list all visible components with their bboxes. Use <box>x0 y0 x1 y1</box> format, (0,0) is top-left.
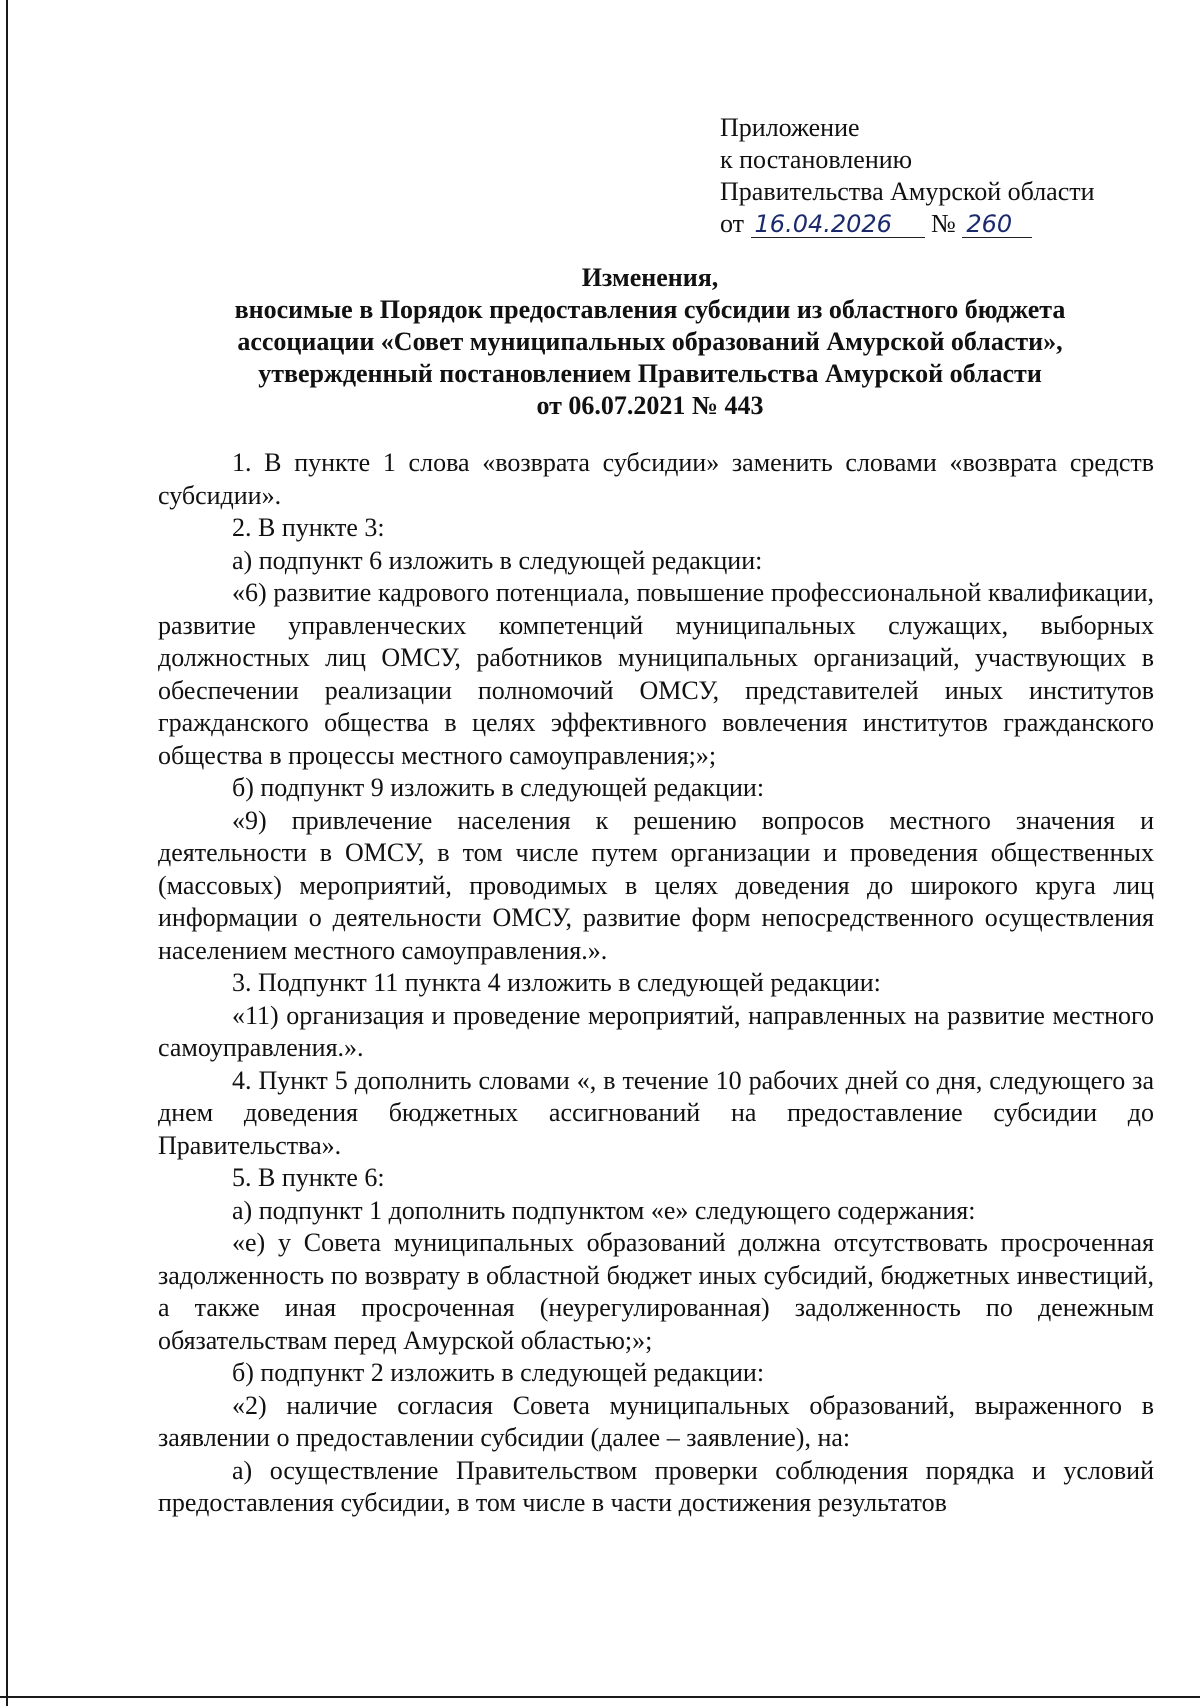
scan-edge-bottom <box>0 1696 1200 1698</box>
title-line-5: от 06.07.2021 № 443 <box>536 391 764 420</box>
paragraph: «11) организация и проведение мероприятий, направленных на развитие местного самоуправления.». <box>158 1000 1154 1062</box>
appendix-line-2: к постановлению <box>720 145 913 174</box>
paragraph: а) подпункт 6 изложить в следующей редакции: <box>232 545 763 575</box>
paragraph: а) подпункт 1 дополнить подпунктом «е» следующего содержания: <box>232 1195 976 1225</box>
title-line-3: ассоциации «Совет муниципальных образований Амурской области», <box>237 327 1063 356</box>
document-body <box>158 447 1154 1520</box>
paragraph: а) осуществление Правительством проверки соблюдения порядка и условий предоставления субсидии, в том числе в части достижения результатов <box>158 1455 1154 1517</box>
handwritten-number: 260 <box>962 211 1032 238</box>
paragraph: 5. В пункте 6: <box>232 1163 385 1192</box>
handwritten-date: 16.04.2026 <box>751 211 925 238</box>
appendix-block <box>720 112 1095 240</box>
title-line-2: вносимые в Порядок предоставления субсидии из областного бюджета <box>234 295 1066 324</box>
paragraph: «9) привлечение населения к решению вопросов местного значения и деятельности в ОМСУ, в том числе путем организации и проведения общественных (массовых) мероприятий, проводимых в целях доведения до широкого круга лиц информации о деятельности ОМСУ, развитие форм непосредственного осуществления населением местного самоуправления.». <box>158 805 1154 965</box>
paragraph: б) подпункт 2 изложить в следующей редакции: <box>232 1358 765 1387</box>
paragraph: «2) наличие согласия Совета муниципальных образований, выраженного в заявлении о предоставлении субсидии (далее – заявление), на: <box>158 1390 1154 1452</box>
document-title <box>150 262 1150 422</box>
paragraph: «6) развитие кадрового потенциала, повышение профессиональной квалификации, развитие управленческих компетенций муниципальных служащих, выборных должностных лиц ОМСУ, работников муниципальных организаций, участвующих в обеспечении реализации полномочий ОМСУ, представителей иных институтов гражданского общества в целях эффективного вовлечения институтов гражданского общества в процессы местного самоуправления;»; <box>158 578 1154 770</box>
scan-edge-left <box>6 0 8 1706</box>
paragraph: 4. Пункт 5 дополнить словами «, в течение 10 рабочих дней со дня, следующего за днем доведения бюджетных ассигнований на предоставление субсидии до Правительства». <box>158 1065 1154 1160</box>
title-line-1: Изменения, <box>581 263 719 292</box>
number-sign: № <box>931 209 956 238</box>
date-prefix: от <box>720 209 745 238</box>
title-line-4: утвержденный постановлением Правительства Амурской области <box>258 359 1042 388</box>
appendix-line-1: Приложение <box>720 113 860 142</box>
appendix-date-line <box>720 208 1095 240</box>
paragraph: б) подпункт 9 изложить в следующей редакции: <box>232 773 765 802</box>
paragraph: 1. В пункте 1 слова «возврата субсидии» заменить словами «возврата средств субсидии». <box>158 448 1154 510</box>
paragraph: 3. Подпункт 11 пункта 4 изложить в следующей редакции: <box>232 968 881 997</box>
appendix-line-3: Правительства Амурской области <box>720 177 1095 206</box>
paragraph: 2. В пункте 3: <box>232 513 385 542</box>
paragraph: «е) у Совета муниципальных образований должна отсутствовать просроченная задолженность по возврату в областной бюджет иных субсидий, бюджетных инвестиций, а также иная просроченная (неурегулированная) задолженность по денежным обязательствам перед Амурской областью;»; <box>158 1228 1154 1355</box>
